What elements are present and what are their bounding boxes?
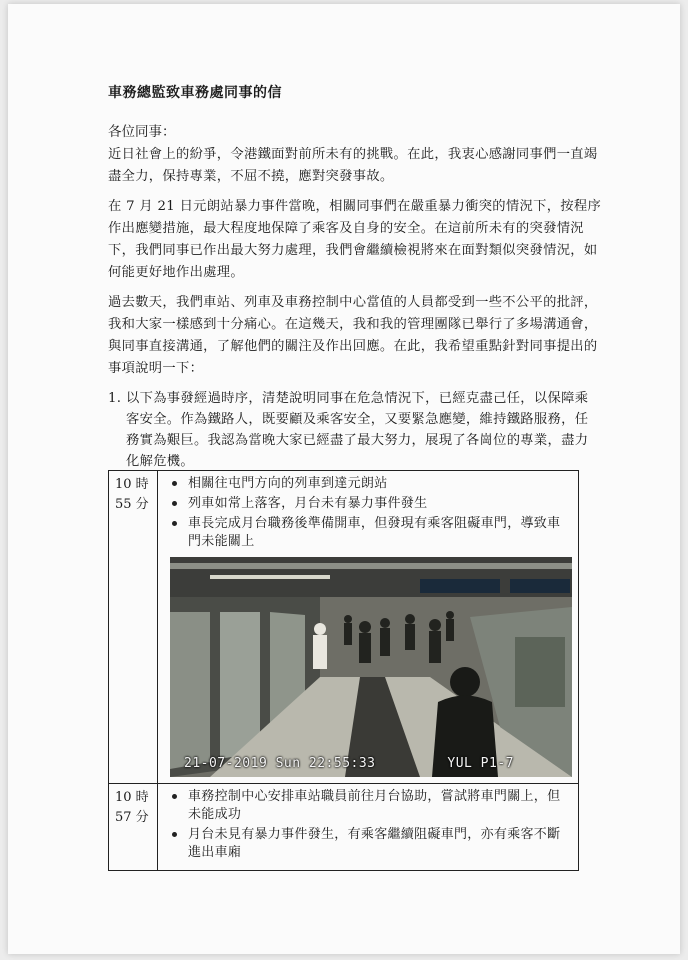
- letter-title: 車務總監致車務處同事的信: [108, 85, 282, 101]
- cctv-timestamp: 21-07-2019 Sun 22:55:33: [184, 756, 376, 771]
- item-text: 以下為事發經過時序，清楚說明同事在危急情況下，已經克盡己任，以保障乘客安全。作為鐵路人，既要顧及乘客安全，又要緊急應變，維持鐵路服務，任務實為艱巨。我認為當晚大家已經盡了最大努力，展現了各崗位的專業，盡力化解危機。: [126, 391, 589, 469]
- paragraph-2: 在 7 月 21 日元朗站暴力事件當晚，相關同事們在嚴重暴力衝突的情況下，按程序作出應變措施，最大程度地保障了乘客及自身的安全。在這前所未有的突發情況下，我們同事已作出最大努力處理，我們會繼續檢視將來在面對類似突發情況，如何能更好地作出處理。: [108, 199, 602, 280]
- cctv-image: [170, 557, 572, 777]
- timeline-table: [108, 470, 579, 871]
- paragraph-3: 過去數天，我們車站、列車及車務控制中心當值的人員都受到一些不公平的批評，我和大家一樣感到十分痛心。在這幾天，我和我的管理團隊已舉行了多場溝通會，與同事直接溝通，了解他們的關注及作出回應。在此，我希望重點針對同事提出的事項說明一下：: [108, 295, 598, 376]
- table-row: [109, 784, 579, 871]
- paragraph-1: 近日社會上的紛爭，令港鐵面對前所未有的挑戰。在此，我衷心感謝同事們一直竭盡全力，保持專業，不屈不撓，應對突發事故。: [108, 147, 598, 184]
- events-cell: [158, 784, 579, 871]
- time-cell: 10 時 55 分: [109, 471, 158, 784]
- list-item: 相關往屯門方向的列車到達元朗站: [188, 475, 572, 493]
- letter-page: [8, 4, 680, 954]
- salutation: 各位同事：: [108, 124, 176, 140]
- cctv-camera-id: YUL P1-7: [447, 756, 514, 771]
- list-item: 列車如常上落客，月台未有暴力事件發生: [188, 495, 572, 513]
- list-item: 月台未見有暴力事件發生，有乘客繼續阻礙車門，亦有乘客不斷進出車廂: [188, 826, 572, 862]
- list-item: 車務控制中心安排車站職員前往月台協助，嘗試將車門關上，但未能成功: [188, 788, 572, 824]
- events-cell: [158, 471, 579, 784]
- platform-scene: [170, 557, 572, 777]
- table-row: [109, 471, 579, 784]
- list-item: 車長完成月台職務後準備開車，但發現有乘客阻礙車門，導致車門未能關上: [188, 515, 572, 551]
- item-number: 1.: [108, 391, 122, 406]
- time-cell: 10 時 57 分: [109, 784, 158, 871]
